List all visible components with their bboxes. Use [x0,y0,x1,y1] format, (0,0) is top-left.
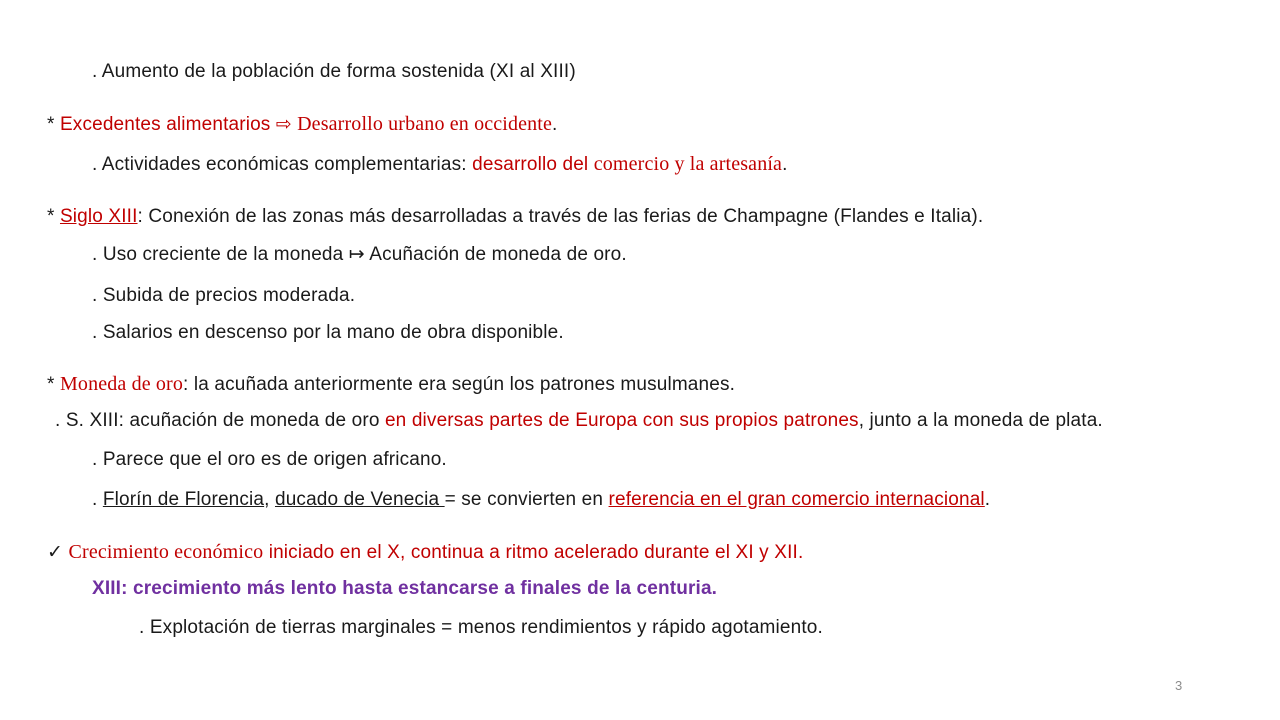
text: = se convierten en [444,489,609,510]
page-number: 3 [1175,678,1183,693]
line-siglo-xiii [47,205,983,229]
text: . S. XIII: acuñación de moneda de oro [55,410,385,431]
text: . Parece que el oro es de origen africano. [92,449,447,470]
line-acunacion [55,409,1103,433]
text-period: . [552,114,558,135]
text: . Salarios en descenso por la mano de obra disponible. [92,322,564,343]
text-excedentes: Excedentes alimentarios [59,114,276,135]
text: , [264,489,275,510]
arrow-right-icon: ⇨ [275,114,292,135]
text-referencia: referencia en el gran comercio internacional [608,489,985,510]
text-comercio-artesania: comercio y la artesanía [593,153,783,175]
text-diversas-partes: en diversas partes de Europa con sus propios patrones [384,410,859,431]
line-origen-africano [92,448,447,472]
text-period: . [984,489,991,510]
bullet-star: * [47,374,60,395]
text: . Uso creciente de la moneda [92,244,349,265]
line-salarios [92,321,564,345]
text: , junto a la moneda de plata. [858,410,1103,431]
text: Acuñación de moneda de oro. [364,244,627,265]
text: . Explotación de tierras marginales = menos rendimientos y rápido agotamiento. [139,617,823,638]
text: : la acuñada anteriormente era según los patrones musulmanes. [183,374,736,395]
text-desarrollo-del: desarrollo del [472,154,594,175]
text: . Aumento de la población de forma sostenida (XI al XIII) [92,61,576,82]
line-moneda-oro [47,372,735,397]
text-siglo-xiii: Siglo XIII [59,206,138,227]
text: . Subida de precios moderada. [92,285,356,306]
text-crecimiento-economico: Crecimiento económico [68,541,264,563]
text: . Actividades económicas complementarias: [92,154,473,175]
line-poblacion [92,60,576,84]
line-florin [92,488,990,512]
bullet-star: * [47,114,60,135]
text-iniciado: iniciado en el X, continua a ritmo acelerado durante el XI y XII. [263,542,804,563]
text-ducado: ducado de Venecia [274,489,445,510]
line-xiii-crecimiento-lento [92,577,717,601]
line-actividades [92,152,788,177]
text: . [92,489,103,510]
text: : Conexión de las zonas más desarrolladas a través de las ferias de Champagne (Flandes e Italia). [137,206,984,227]
line-crecimiento [47,540,803,565]
checkmark-icon: ✓ [47,542,64,563]
line-explotacion [139,616,823,640]
maps-to-arrow-icon: ↦ [348,244,365,265]
text: XIII: crecimiento más lento hasta estancarse a finales de la centuria. [92,578,718,599]
text-period: . [782,154,788,175]
line-uso-moneda [92,243,627,267]
line-precios [92,284,355,308]
text-desarrollo-urbano: Desarrollo urbano en occidente [291,113,553,135]
text-moneda-de-oro: Moneda de oro [59,373,184,395]
bullet-star: * [47,206,60,227]
line-excedentes [47,112,557,137]
text-florin: Florín de Florencia [102,489,265,510]
